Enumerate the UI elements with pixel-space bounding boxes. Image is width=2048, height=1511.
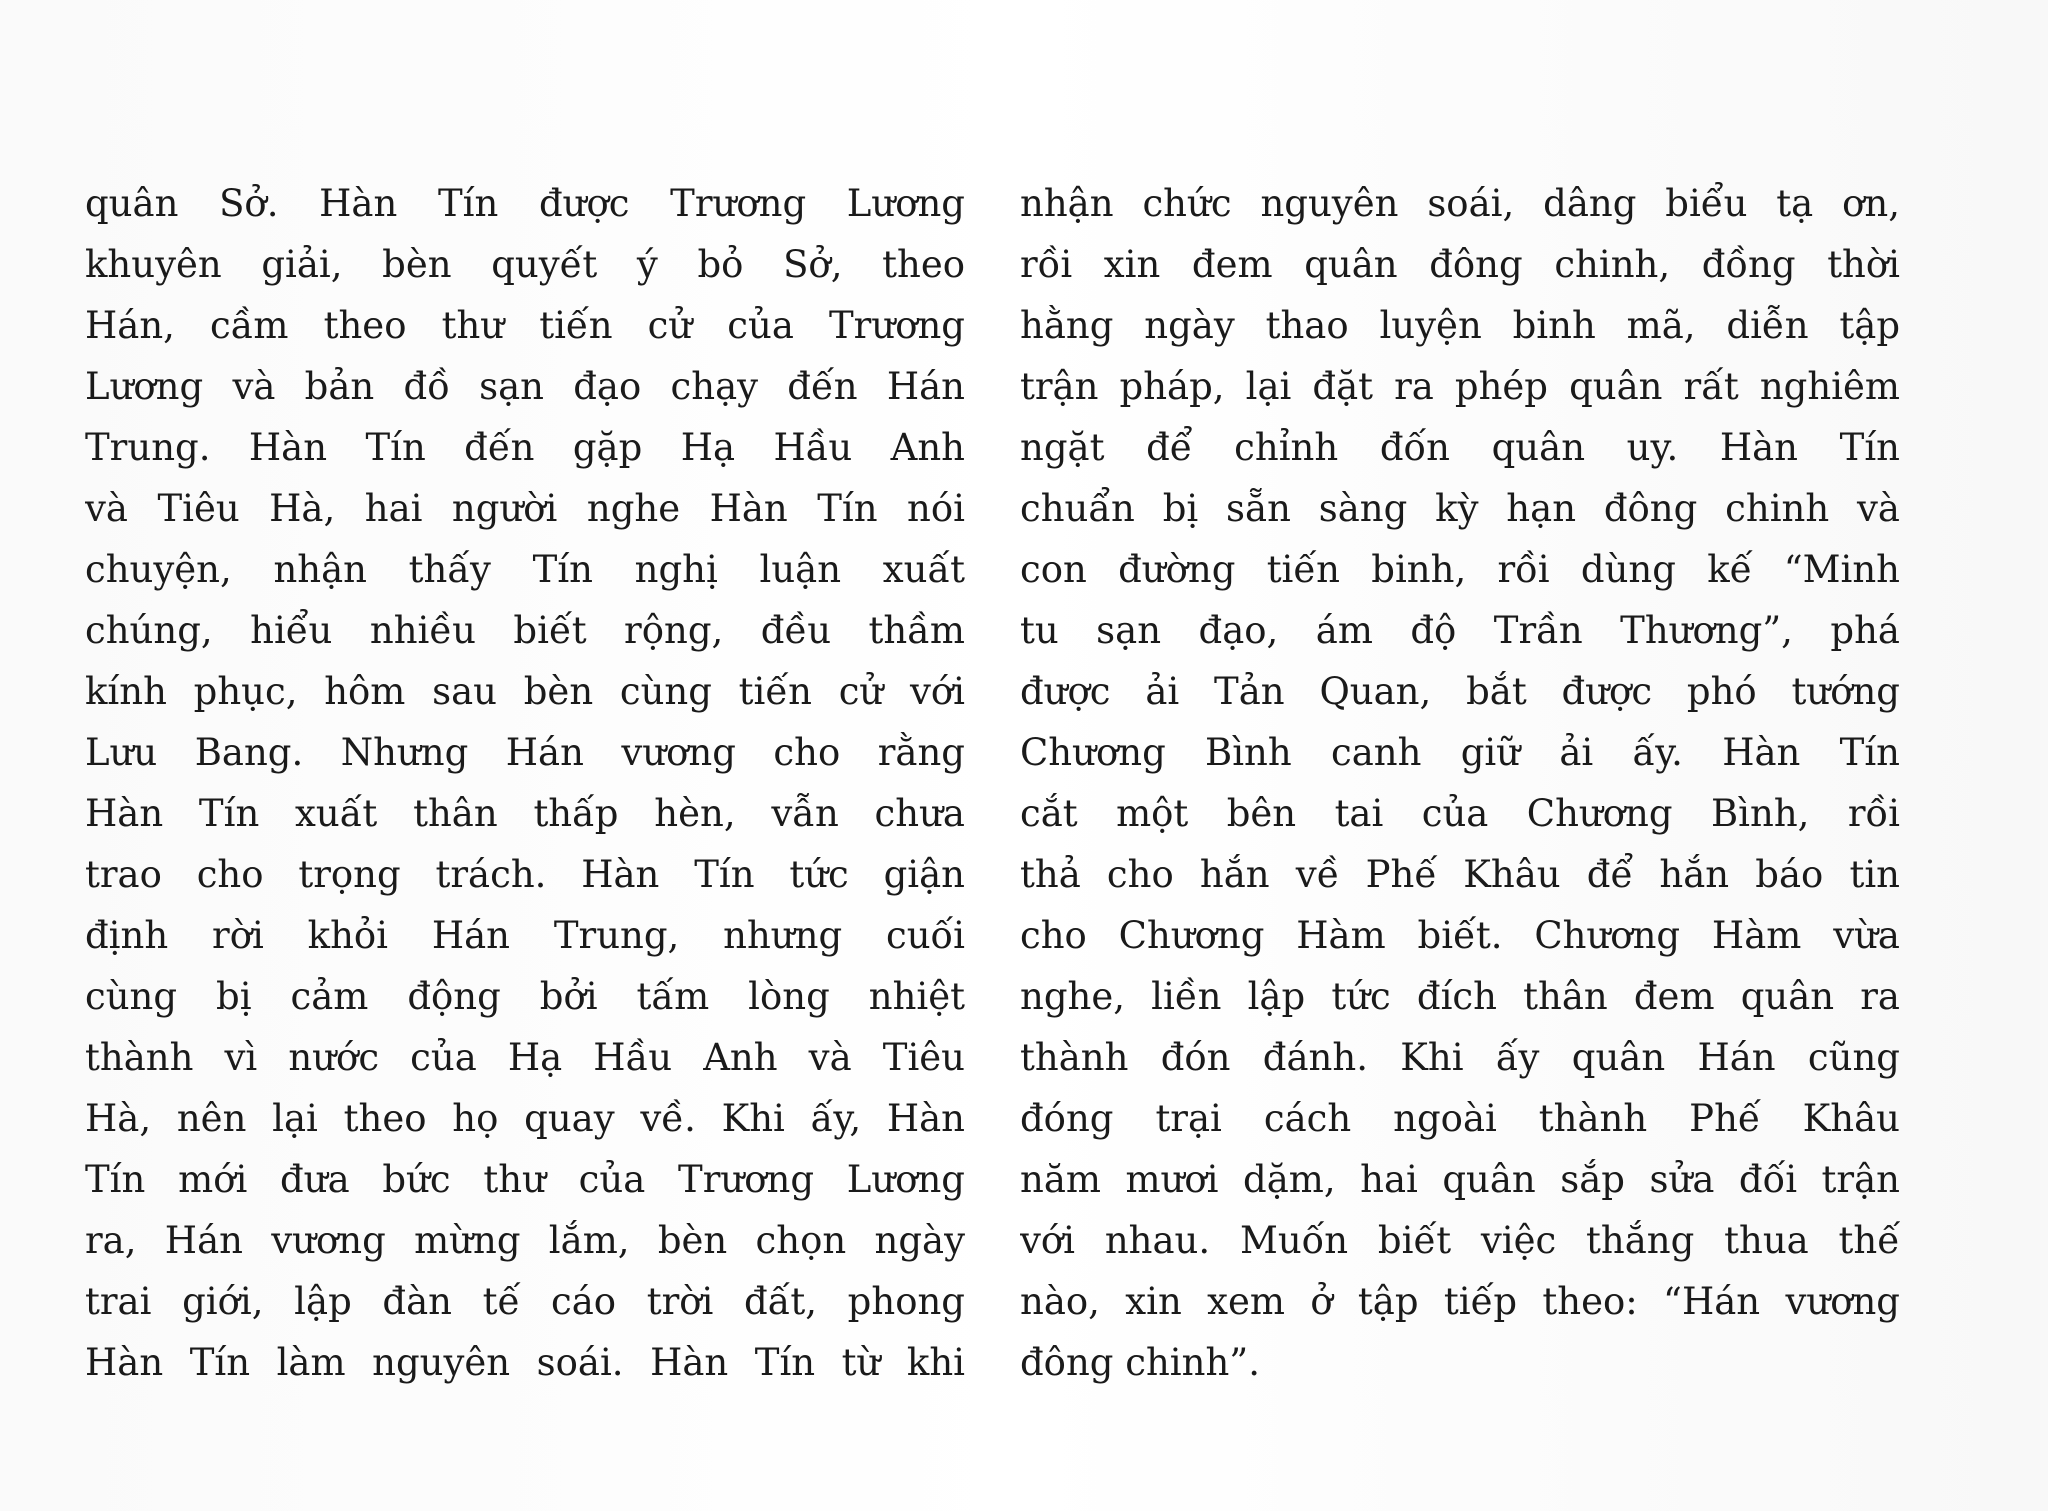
- text-line: Tín mới đưa bức thư của Trương Lương: [85, 1158, 965, 1201]
- text-line: Hàn Tín xuất thân thấp hèn, vẫn chưa: [85, 792, 965, 835]
- text-line: Hàn Tín làm nguyên soái. Hàn Tín từ khi: [85, 1341, 965, 1384]
- text-line: trao cho trọng trách. Hàn Tín tức giận: [85, 853, 965, 896]
- text-line: Lương và bản đồ sạn đạo chạy đến Hán: [85, 365, 965, 408]
- text-line: trận pháp, lại đặt ra phép quân rất nghiêm: [1020, 365, 1900, 408]
- text-line: rồi xin đem quân đông chinh, đồng thời: [1020, 243, 1900, 286]
- text-line: nghe, liền lập tức đích thân đem quân ra: [1020, 975, 1900, 1018]
- text-line: cho Chương Hàm biết. Chương Hàm vừa: [1020, 914, 1900, 957]
- text-line: Hán, cầm theo thư tiến cử của Trương: [85, 304, 965, 347]
- text-line: chúng, hiểu nhiều biết rộng, đều thầm: [85, 609, 965, 652]
- text-line: và Tiêu Hà, hai người nghe Hàn Tín nói: [85, 487, 965, 530]
- text-line: năm mươi dặm, hai quân sắp sửa đối trận: [1020, 1158, 1900, 1201]
- text-line: hằng ngày thao luyện binh mã, diễn tập: [1020, 304, 1900, 347]
- right-text-column: [1020, 173, 1900, 1393]
- text-line: ngặt để chỉnh đốn quân uy. Hàn Tín: [1020, 426, 1900, 469]
- text-line: nhận chức nguyên soái, dâng biểu tạ ơn,: [1020, 182, 1900, 225]
- text-line: Lưu Bang. Nhưng Hán vương cho rằng: [85, 731, 965, 774]
- text-line: trai giới, lập đàn tế cáo trời đất, phong: [85, 1280, 965, 1323]
- left-text-column: [85, 173, 965, 1393]
- text-line: con đường tiến binh, rồi dùng kế “Minh: [1020, 548, 1900, 591]
- text-line: tu sạn đạo, ám độ Trần Thương”, phá: [1020, 609, 1900, 652]
- text-line: nào, xin xem ở tập tiếp theo: “Hán vương: [1020, 1280, 1900, 1323]
- text-line: thành vì nước của Hạ Hầu Anh và Tiêu: [85, 1036, 965, 1079]
- text-line: được ải Tản Quan, bắt được phó tướng: [1020, 670, 1900, 713]
- text-line: Hà, nên lại theo họ quay về. Khi ấy, Hàn: [85, 1097, 965, 1140]
- text-line: kính phục, hôm sau bèn cùng tiến cử với: [85, 670, 965, 713]
- text-line: ra, Hán vương mừng lắm, bèn chọn ngày: [85, 1219, 965, 1262]
- text-line: đông chinh”.: [1020, 1341, 1260, 1384]
- text-line: quân Sở. Hàn Tín được Trương Lương: [85, 182, 965, 225]
- text-line: đóng trại cách ngoài thành Phế Khâu: [1020, 1097, 1900, 1140]
- text-line: cắt một bên tai của Chương Bình, rồi: [1020, 792, 1900, 835]
- text-line: khuyên giải, bèn quyết ý bỏ Sở, theo: [85, 243, 965, 286]
- text-line: thả cho hắn về Phế Khâu để hắn báo tin: [1020, 853, 1900, 896]
- text-line: định rời khỏi Hán Trung, nhưng cuối: [85, 914, 965, 957]
- text-line: với nhau. Muốn biết việc thắng thua thế: [1020, 1219, 1900, 1262]
- text-line: thành đón đánh. Khi ấy quân Hán cũng: [1020, 1036, 1900, 1079]
- text-line: chuyện, nhận thấy Tín nghị luận xuất: [85, 548, 965, 591]
- text-line: chuẩn bị sẵn sàng kỳ hạn đông chinh và: [1020, 487, 1900, 530]
- text-line: cùng bị cảm động bởi tấm lòng nhiệt: [85, 975, 965, 1018]
- text-line: Chương Bình canh giữ ải ấy. Hàn Tín: [1020, 731, 1900, 774]
- text-line: Trung. Hàn Tín đến gặp Hạ Hầu Anh: [85, 426, 965, 469]
